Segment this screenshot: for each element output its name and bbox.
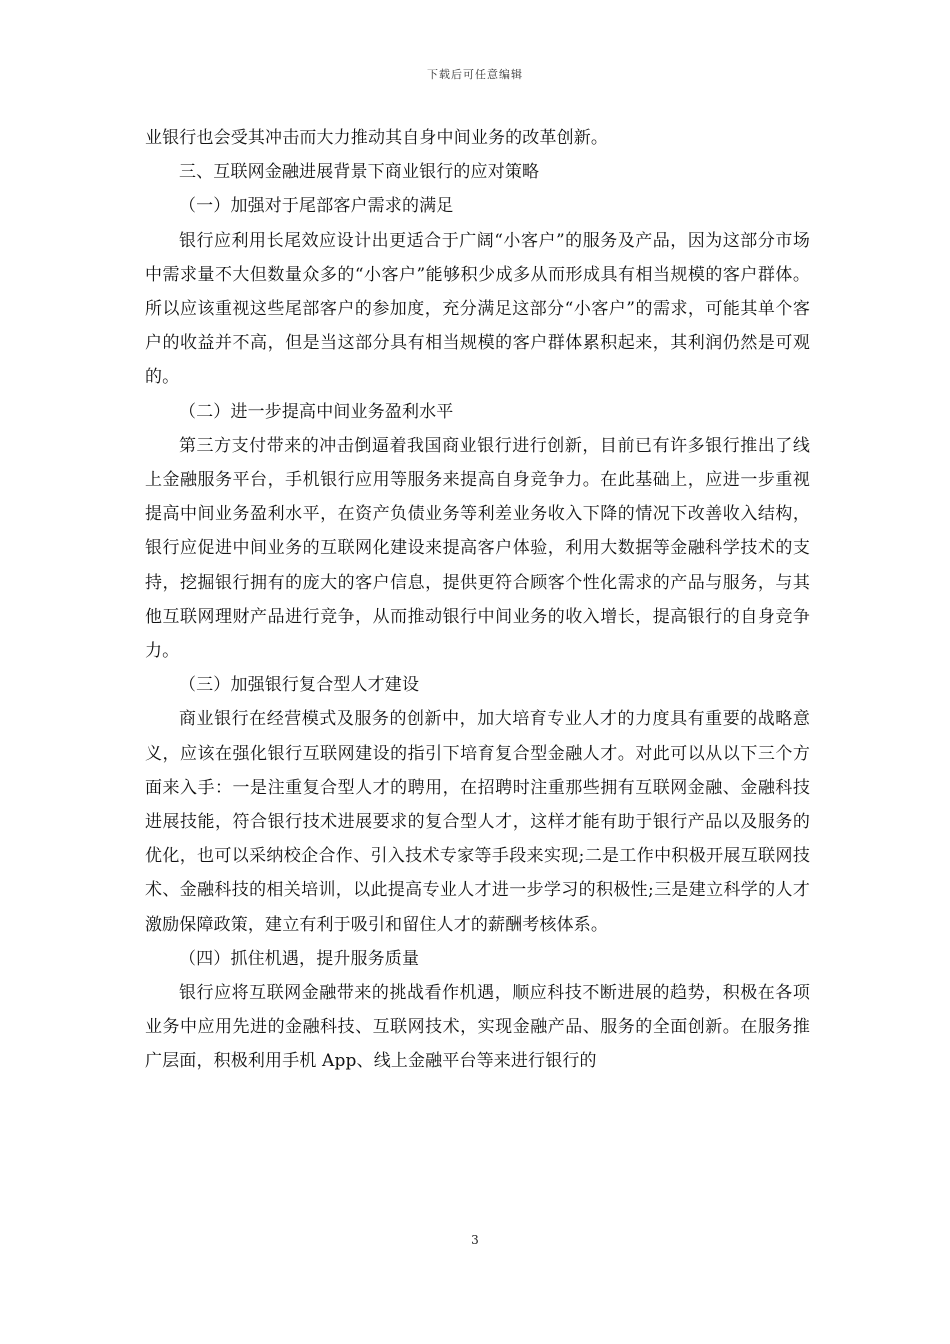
subsection-heading-4: （四）抓住机遇，提升服务质量 xyxy=(179,948,420,969)
page-number: 3 xyxy=(471,1233,479,1247)
paragraph-2: 第三方支付带来的冲击倒逼着我国商业银行进行创新，目前已有许多银行推出了线上金融服务平台，手机银行应用等服务来提高自身竞争力。在此基础上，应进一步重视提高中间业务盈利水平，在资产负债业务等利差业务收入下降的情况下改善收入结构，银行应促进中间业务的互联网化建设来提高客户体验，利用大数据等金融科学技术的支持，挖掘银行拥有的庞大的客户信息，提供更符合顾客个性化需求的产品与服务，与其他互联网理财产品进行竞争，从而推动银行中间业务的收入增长，提高银行的自身竞争力。 xyxy=(145,435,810,662)
paragraph-1: 银行应利用长尾效应设计出更适合于广阔“小客户”的服务及产品，因为这部分市场中需求量不大但数量众多的“小客户”能够积少成多从而形成具有相当规模的客户群体。所以应该重视这些尾部客户的参加度，充分满足这部分“小客户”的需求，可能其单个客户的收益并不高，但是当这部分具有相当规模的客户群体累积起来，其利润仍然是可观的。 xyxy=(145,230,810,388)
paragraph-3: 商业银行在经营模式及服务的创新中，加大培育专业人才的力度具有重要的战略意义，应该在强化银行互联网建设的指引下培育复合型金融人才。对此可以从以下三个方面来入手：一是注重复合型人才的聘用，在招聘时注重那些拥有互联网金融、金融科技进展技能，符合银行技术进展要求的复合型人才，这样才能有助于银行产品以及服务的优化，也可以采纳校企合作、引入技术专家等手段来实现;二是工作中积极开展互联网技术、金融科技的相关培训，以此提高专业人才进一步学习的积极性;三是建立科学的人才激励保障政策，建立有利于吸引和留住人才的薪酬考核体系。 xyxy=(145,709,810,935)
paragraph-4: 银行应将互联网金融带来的挑战看作机遇，顺应科技不断进展的趋势，积极在各项业务中应用先进的金融科技、互联网技术，实现金融产品、服务的全面创新。在服务推广层面，积极利用手机 App、线上金融平台等来进行银行的 xyxy=(145,983,810,1072)
subsection-heading-2: （二）进一步提高中间业务盈利水平 xyxy=(179,401,454,422)
document-body xyxy=(145,121,810,1079)
section-heading: 三、互联网金融进展背景下商业银行的应对策略 xyxy=(179,162,540,183)
paragraph-continuation: 业银行也会受其冲击而大力推动其自身中间业务的改革创新。 xyxy=(145,128,609,148)
page-header: 下载后可任意编辑 xyxy=(427,68,523,81)
subsection-heading-1: （一）加强对于尾部客户需求的满足 xyxy=(179,196,454,217)
subsection-heading-3: （三）加强银行复合型人才建设 xyxy=(179,675,420,696)
